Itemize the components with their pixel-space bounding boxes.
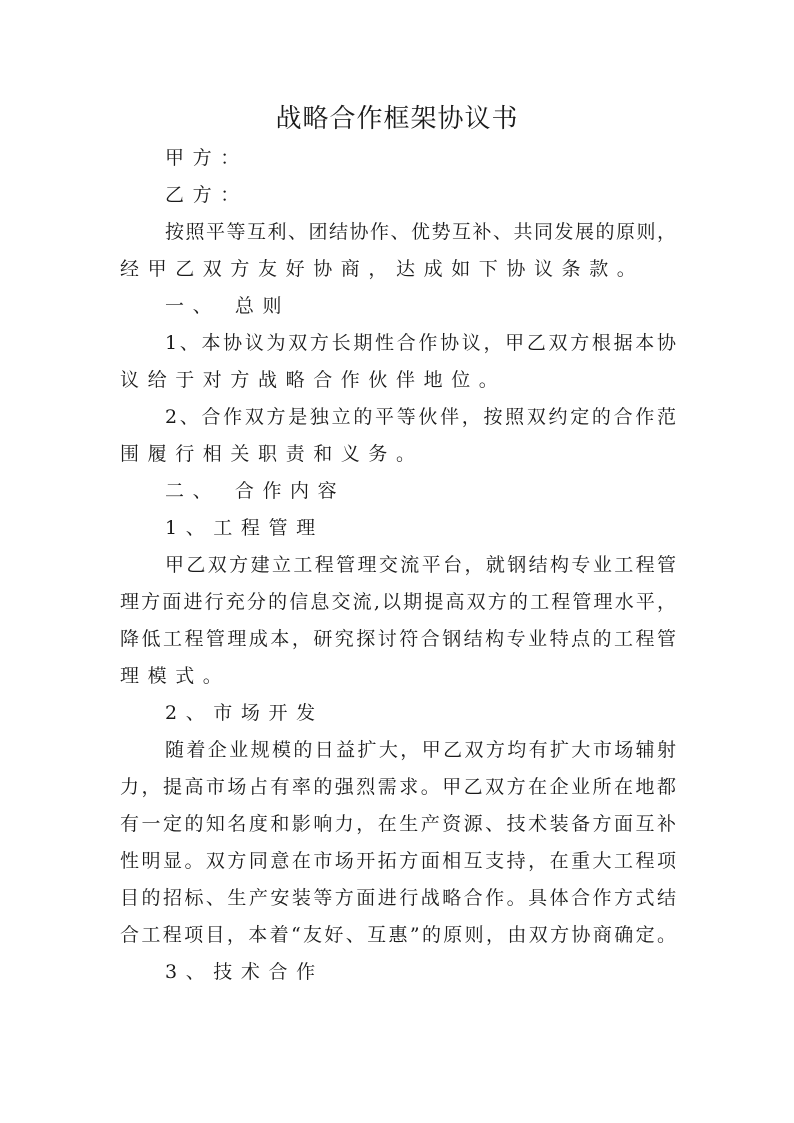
text-line: 经甲乙双方友好协商，达成如下协议条款。	[120, 258, 645, 280]
text-line: 目的招标、生产安装等方面进行战略合作。具体合作方式结	[120, 887, 676, 909]
text-line: 一、 总则	[165, 295, 291, 317]
text-line: 1、工程管理	[165, 517, 324, 539]
document-title: 战略合作框架协议书	[275, 104, 519, 134]
text-line: 1、本协议为双方长期性合作协议，甲乙双方根据本协	[165, 332, 676, 354]
text-line: 甲乙双方建立工程管理交流平台，就钢结构专业工程管	[165, 554, 676, 576]
text-line: 2、市场开发	[165, 702, 324, 724]
text-line: 围履行相关职责和义务。	[120, 443, 424, 465]
document-body	[120, 140, 676, 991]
text-line: 力，提高市场占有率的强烈需求。甲乙双方在企业所在地都	[120, 776, 676, 798]
text-line: 理模式。	[120, 665, 231, 687]
text-line: 乙方：	[165, 184, 248, 206]
text-line: 降低工程管理成本，研究探讨符合钢结构专业特点的工程管	[120, 628, 676, 650]
text-line: 理方面进行充分的信息交流,以期提高双方的工程管理水平，	[120, 591, 676, 613]
text-line: 有一定的知名度和影响力，在生产资源、技术装备方面互补	[120, 813, 676, 835]
text-line: 二、 合作内容	[165, 480, 346, 502]
text-line: 甲方：	[165, 147, 248, 169]
text-line: 议给于对方战略合作伙伴地位。	[120, 369, 507, 391]
text-line: 合工程项目，本着“友好、互惠”的原则，由双方协商确定。	[120, 924, 676, 946]
text-line: 随着企业规模的日益扩大，甲乙双方均有扩大市场辅射	[165, 739, 676, 761]
text-line: 2、合作双方是独立的平等伙伴，按照双约定的合作范	[165, 406, 676, 428]
text-line: 按照平等互利、团结协作、优势互补、共同发展的原则，	[165, 221, 676, 243]
text-line: 性明显。双方同意在市场开拓方面相互支持，在重大工程项	[120, 850, 676, 872]
text-line: 3、技术合作	[165, 961, 324, 983]
